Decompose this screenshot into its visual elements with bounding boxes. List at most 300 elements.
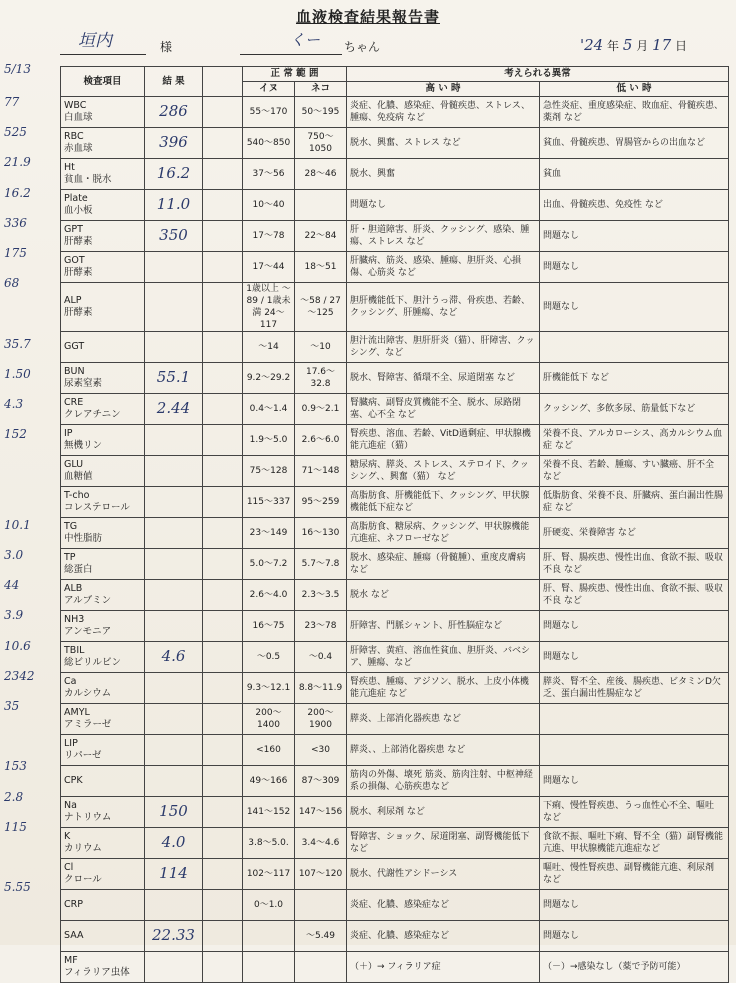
cell-low: 問題なし bbox=[540, 642, 729, 673]
cell-high: 脱水、興奮 bbox=[347, 159, 540, 190]
table-row bbox=[61, 580, 729, 611]
cell-item bbox=[61, 128, 145, 159]
cell-dog: 1.9～5.0 bbox=[243, 425, 295, 456]
table-row bbox=[61, 921, 729, 952]
cell-high: 肝・胆道障害、肝炎、クッシング、感染、腫瘍、ストレス など bbox=[347, 221, 540, 252]
cell-cat: <30 bbox=[295, 735, 347, 766]
cell-cat: 2.3～3.5 bbox=[295, 580, 347, 611]
cell-blank bbox=[203, 921, 243, 952]
previous-value: 5.55 bbox=[4, 880, 31, 895]
cell-dog: 17～44 bbox=[243, 252, 295, 283]
item-name: 総ビリルビン bbox=[64, 657, 122, 668]
cell-high: 肝障害、門脈シャント、肝性脳症など bbox=[347, 611, 540, 642]
item-name: 肝酵素 bbox=[64, 307, 93, 318]
cell-item bbox=[61, 797, 145, 828]
cell-low: 肝硬変、栄養障害 など bbox=[540, 518, 729, 549]
cell-result bbox=[145, 128, 203, 159]
item-name: 中性脂肪 bbox=[64, 533, 103, 544]
cell-item bbox=[61, 97, 145, 128]
cell-high: 炎症、化膿、感染症など bbox=[347, 921, 540, 952]
cell-item bbox=[61, 425, 145, 456]
header-row-1 bbox=[61, 67, 729, 82]
cell-result bbox=[145, 642, 203, 673]
cell-result bbox=[145, 952, 203, 983]
cell-high: 肝臓病、筋炎、感染、腫瘍、胆肝炎、心損傷、心筋炎 など bbox=[347, 252, 540, 283]
cell-result bbox=[145, 766, 203, 797]
cell-blank bbox=[203, 797, 243, 828]
cell-high: 脱水、利尿剤 など bbox=[347, 797, 540, 828]
pet-underline bbox=[240, 54, 342, 55]
header-low: 低 い 時 bbox=[540, 82, 729, 97]
result-value: 11.0 bbox=[156, 194, 191, 213]
cell-result bbox=[145, 221, 203, 252]
cell-result bbox=[145, 549, 203, 580]
cell-blank bbox=[203, 642, 243, 673]
table-row bbox=[61, 159, 729, 190]
cell-item bbox=[61, 642, 145, 673]
cell-low: 肝、腎、腸疾患、慢性出血、食欲不振、吸収不良 など bbox=[540, 580, 729, 611]
cell-cat: 5.7～7.8 bbox=[295, 549, 347, 580]
header-normal: 正 常 範 囲 bbox=[243, 67, 347, 82]
table-row bbox=[61, 518, 729, 549]
cell-high: 脱水、興奮、ストレス など bbox=[347, 128, 540, 159]
result-value: 22.33 bbox=[152, 925, 195, 944]
pet-name: くー bbox=[290, 31, 321, 49]
cell-dog: 540～850 bbox=[243, 128, 295, 159]
cell-item bbox=[61, 673, 145, 704]
previous-value: 16.2 bbox=[4, 185, 31, 200]
cell-result bbox=[145, 797, 203, 828]
cell-blank bbox=[203, 425, 243, 456]
cell-result bbox=[145, 735, 203, 766]
cell-high: 糖尿病、膵炎、ストレス、ステロイド、クッシング、、興奮（猫） など bbox=[347, 456, 540, 487]
previous-value: 3.0 bbox=[4, 548, 24, 562]
cell-result bbox=[145, 425, 203, 456]
table-row bbox=[61, 828, 729, 859]
item-name: 白血球 bbox=[64, 112, 93, 123]
cell-high: 膵炎、上部消化器疾患 など bbox=[347, 704, 540, 735]
cell-blank bbox=[203, 859, 243, 890]
cell-dog: 5.0～7.2 bbox=[243, 549, 295, 580]
cell-blank bbox=[203, 363, 243, 394]
cell-low bbox=[540, 332, 729, 363]
cell-high: 腎疾患、腫瘍、アジソン、脱水、上皮小体機能亢進症 など bbox=[347, 673, 540, 704]
item-name: 血糖値 bbox=[64, 471, 93, 482]
table-row bbox=[61, 952, 729, 983]
cell-item bbox=[61, 921, 145, 952]
cell-low: 下痢、慢性腎疾患、うっ血性心不全、嘔吐 など bbox=[540, 797, 729, 828]
cell-cat: ～10 bbox=[295, 332, 347, 363]
cell-low: 問題なし bbox=[540, 890, 729, 921]
cell-high: 高脂肪食、糖尿病、クッシング、甲状腺機能亢進症、ネフローゼなど bbox=[347, 518, 540, 549]
result-value: 16.2 bbox=[156, 163, 191, 182]
cell-dog: 0.4～1.4 bbox=[243, 394, 295, 425]
cell-low: 肝機能低下 など bbox=[540, 363, 729, 394]
cell-blank bbox=[203, 252, 243, 283]
item-name: クロール bbox=[64, 874, 102, 885]
cell-low: 膵炎、腎不全、産後、腸疾患、ビタミンD欠乏、蛋白漏出性腸症など bbox=[540, 673, 729, 704]
item-code: Plate bbox=[64, 193, 88, 204]
cell-high: 脱水、腎障害、循環不全、尿道閉塞 など bbox=[347, 363, 540, 394]
previous-value: 152 bbox=[4, 427, 27, 442]
date-day-label: 日 bbox=[675, 39, 688, 53]
cell-cat: 16～130 bbox=[295, 518, 347, 549]
cell-blank bbox=[203, 283, 243, 332]
cell-cat: 18～51 bbox=[295, 252, 347, 283]
cell-item bbox=[61, 859, 145, 890]
table-row bbox=[61, 221, 729, 252]
cell-blank bbox=[203, 952, 243, 983]
cell-dog: 75～128 bbox=[243, 456, 295, 487]
date-month: 5 bbox=[622, 36, 633, 54]
cell-blank bbox=[203, 704, 243, 735]
cell-dog: 16～75 bbox=[243, 611, 295, 642]
cell-blank bbox=[203, 97, 243, 128]
cell-blank bbox=[203, 735, 243, 766]
item-name: ナトリウム bbox=[64, 812, 112, 823]
cell-item bbox=[61, 735, 145, 766]
cell-item bbox=[61, 704, 145, 735]
cell-item bbox=[61, 890, 145, 921]
cell-blank bbox=[203, 221, 243, 252]
cell-dog: <160 bbox=[243, 735, 295, 766]
item-code: SAA bbox=[64, 930, 84, 941]
cell-result bbox=[145, 921, 203, 952]
cell-item bbox=[61, 828, 145, 859]
item-name: 尿素窒素 bbox=[64, 378, 103, 389]
date-year-label: 年 bbox=[607, 39, 620, 53]
item-code: ALB bbox=[64, 583, 83, 594]
cell-cat: 147～156 bbox=[295, 797, 347, 828]
item-name: 無機リン bbox=[64, 440, 103, 451]
cell-cat bbox=[295, 952, 347, 983]
cell-low: 急性炎症、重度感染症、敗血症、骨髄疾患、薬剤 など bbox=[540, 97, 729, 128]
item-code: AMYL bbox=[64, 707, 90, 718]
item-code: IP bbox=[64, 428, 73, 439]
cell-cat: 22～84 bbox=[295, 221, 347, 252]
table-row bbox=[61, 642, 729, 673]
table-row bbox=[61, 283, 729, 332]
cell-item bbox=[61, 611, 145, 642]
cell-blank bbox=[203, 611, 243, 642]
cell-result bbox=[145, 97, 203, 128]
cell-low: 嘔吐、慢性腎疾患、副腎機能亢進、利尿剤 など bbox=[540, 859, 729, 890]
cell-item bbox=[61, 159, 145, 190]
previous-value: 68 bbox=[4, 276, 20, 291]
item-code: GGT bbox=[64, 341, 85, 352]
chan-label: ちゃん bbox=[344, 40, 381, 54]
cell-low: 問題なし bbox=[540, 283, 729, 332]
cell-item bbox=[61, 580, 145, 611]
previous-value: 2342 bbox=[4, 668, 35, 683]
cell-blank bbox=[203, 128, 243, 159]
cell-blank bbox=[203, 766, 243, 797]
cell-high: 筋肉の外傷、壊死 筋炎、筋肉注射、中枢神経系の損傷、心筋疾患など bbox=[347, 766, 540, 797]
cell-low: 問題なし bbox=[540, 766, 729, 797]
cell-low: 問題なし bbox=[540, 921, 729, 952]
cell-cat: 71～148 bbox=[295, 456, 347, 487]
result-value: 4.0 bbox=[161, 832, 186, 851]
item-name: 肝酵素 bbox=[64, 267, 93, 278]
result-value: 350 bbox=[159, 225, 188, 244]
cell-cat: ～0.4 bbox=[295, 642, 347, 673]
table-row bbox=[61, 363, 729, 394]
cell-item bbox=[61, 190, 145, 221]
owner-underline bbox=[60, 54, 146, 55]
previous-value: 2.8 bbox=[4, 789, 24, 804]
cell-blank bbox=[203, 890, 243, 921]
cell-item bbox=[61, 394, 145, 425]
date-year: '24 bbox=[580, 36, 604, 54]
cell-result bbox=[145, 394, 203, 425]
cell-result bbox=[145, 673, 203, 704]
cell-cat: 750～1050 bbox=[295, 128, 347, 159]
cell-item bbox=[61, 549, 145, 580]
header-result: 結 果 bbox=[145, 67, 203, 97]
table-row bbox=[61, 766, 729, 797]
table-row bbox=[61, 190, 729, 221]
cell-dog: 17～78 bbox=[243, 221, 295, 252]
previous-value: 10.6 bbox=[4, 638, 31, 653]
cell-high: 腎障害、ショック、尿道閉塞、副腎機能低下 など bbox=[347, 828, 540, 859]
date-month-label: 月 bbox=[636, 39, 649, 53]
item-code: RBC bbox=[64, 131, 84, 142]
cell-blank bbox=[203, 456, 243, 487]
cell-result bbox=[145, 363, 203, 394]
cell-dog bbox=[243, 952, 295, 983]
cell-dog: 200～1400 bbox=[243, 704, 295, 735]
table-row bbox=[61, 859, 729, 890]
previous-value: 525 bbox=[4, 125, 27, 140]
cell-dog: ～14 bbox=[243, 332, 295, 363]
cell-item bbox=[61, 456, 145, 487]
item-code: TG bbox=[64, 521, 78, 532]
cell-item bbox=[61, 487, 145, 518]
cell-result bbox=[145, 611, 203, 642]
cell-dog: 115～337 bbox=[243, 487, 295, 518]
cell-cat: 17.6～32.8 bbox=[295, 363, 347, 394]
cell-low: 出血、骨髄疾患、免疫性 など bbox=[540, 190, 729, 221]
cell-dog: 55～170 bbox=[243, 97, 295, 128]
cell-high: 腎疾患、溶血、若齢、VitD過剰症、甲状腺機能亢進症（猫） bbox=[347, 425, 540, 456]
cell-low: 貧血 bbox=[540, 159, 729, 190]
cell-result bbox=[145, 859, 203, 890]
result-value: 4.6 bbox=[161, 646, 186, 665]
item-name: 肝酵素 bbox=[64, 236, 93, 247]
cell-cat bbox=[295, 890, 347, 921]
cell-low: クッシング、多飲多尿、筋量低下など bbox=[540, 394, 729, 425]
item-code: MF bbox=[64, 955, 78, 966]
cell-blank bbox=[203, 190, 243, 221]
item-code: GPT bbox=[64, 224, 83, 235]
cell-cat: 2.6～6.0 bbox=[295, 425, 347, 456]
item-name: カルシウム bbox=[64, 688, 112, 699]
item-code: Ca bbox=[64, 676, 77, 687]
cell-dog: ～0.5 bbox=[243, 642, 295, 673]
header-high: 高 い 時 bbox=[347, 82, 540, 97]
previous-value: 44 bbox=[4, 578, 20, 593]
previous-value: 4.3 bbox=[4, 397, 24, 411]
cell-result bbox=[145, 704, 203, 735]
previous-value: 21.9 bbox=[4, 155, 31, 170]
cell-low: 栄養不良、若齢、腫瘍、すい臓癌、肝不全 など bbox=[540, 456, 729, 487]
item-name: カリウム bbox=[64, 843, 102, 854]
cell-low: 低脂肪食、栄養不良、肝臓病、蛋白漏出性腸症 など bbox=[540, 487, 729, 518]
cell-item bbox=[61, 283, 145, 332]
item-name: アミラーゼ bbox=[64, 719, 112, 730]
table-row bbox=[61, 611, 729, 642]
item-code: GLU bbox=[64, 459, 84, 470]
cell-dog: 9.3～12.1 bbox=[243, 673, 295, 704]
cell-blank bbox=[203, 828, 243, 859]
previous-value: 35 bbox=[4, 699, 20, 713]
item-code: T-cho bbox=[64, 490, 90, 501]
table-row bbox=[61, 252, 729, 283]
cell-dog: 3.8～5.0. bbox=[243, 828, 295, 859]
item-code: Na bbox=[64, 800, 77, 811]
header-considered: 考えられる異常 bbox=[347, 67, 729, 82]
table-row bbox=[61, 735, 729, 766]
cell-cat: ～5.49 bbox=[295, 921, 347, 952]
cell-high: 胆肝機能低下、胆汁うっ滞、骨疾患、若齢、クッシング、肝腫瘍、など bbox=[347, 283, 540, 332]
cell-cat: 95～259 bbox=[295, 487, 347, 518]
cell-cat: ～58 / 27～125 bbox=[295, 283, 347, 332]
table-row bbox=[61, 673, 729, 704]
item-name: クレアチニン bbox=[64, 409, 121, 420]
cell-result bbox=[145, 159, 203, 190]
previous-value: 115 bbox=[4, 819, 27, 834]
cell-result bbox=[145, 190, 203, 221]
cell-high: 炎症、化膿、感染症、骨髄疾患、ストレス、腫瘍、免疫病 など bbox=[347, 97, 540, 128]
item-code: CRP bbox=[64, 899, 83, 910]
item-name: 総蛋白 bbox=[64, 564, 93, 575]
previous-value: 1.50 bbox=[4, 366, 31, 381]
table-row bbox=[61, 456, 729, 487]
previous-value: 3.9 bbox=[4, 608, 24, 623]
cell-high: 膵炎、、上部消化器疾患 など bbox=[347, 735, 540, 766]
cell-low: （－）→感染なし（薬で予防可能） bbox=[540, 952, 729, 983]
sama-label: 様 bbox=[160, 40, 173, 54]
item-name: アルブミン bbox=[64, 595, 112, 606]
previous-value: 77 bbox=[4, 95, 20, 109]
cell-blank bbox=[203, 580, 243, 611]
item-code: NH3 bbox=[64, 614, 85, 625]
cell-cat bbox=[295, 190, 347, 221]
cell-result bbox=[145, 487, 203, 518]
previous-value: 175 bbox=[4, 246, 27, 260]
cell-high: 腎臓病、副腎皮質機能不全、脱水、尿路閉塞、心不全 など bbox=[347, 394, 540, 425]
cell-result bbox=[145, 580, 203, 611]
cell-result bbox=[145, 456, 203, 487]
cell-high: 炎症、化膿、感染症など bbox=[347, 890, 540, 921]
item-name: コレステロール bbox=[64, 502, 130, 513]
cell-high: 脱水 など bbox=[347, 580, 540, 611]
cell-item bbox=[61, 332, 145, 363]
cell-dog: 49～166 bbox=[243, 766, 295, 797]
cell-high: 脱水、代謝性アシドーシス bbox=[347, 859, 540, 890]
item-name: 貧血・脱水 bbox=[64, 174, 112, 185]
cell-blank bbox=[203, 394, 243, 425]
item-code: Ht bbox=[64, 162, 75, 173]
cell-result bbox=[145, 332, 203, 363]
cell-low: 問題なし bbox=[540, 611, 729, 642]
table-row bbox=[61, 487, 729, 518]
item-code: GOT bbox=[64, 255, 85, 266]
cell-high: 問題なし bbox=[347, 190, 540, 221]
cell-low bbox=[540, 704, 729, 735]
item-code: BUN bbox=[64, 366, 85, 377]
table-row bbox=[61, 704, 729, 735]
cell-result bbox=[145, 828, 203, 859]
cell-cat: 23～78 bbox=[295, 611, 347, 642]
cell-result bbox=[145, 890, 203, 921]
results-table bbox=[60, 66, 729, 983]
cell-low: 栄養不良、アルカローシス、高カルシウム血症 など bbox=[540, 425, 729, 456]
report-title: 血液検査結果報告書 bbox=[295, 8, 440, 26]
result-value: 55.1 bbox=[156, 367, 191, 386]
table-row bbox=[61, 797, 729, 828]
cell-dog bbox=[243, 921, 295, 952]
report-date bbox=[580, 36, 687, 54]
result-value: 396 bbox=[159, 132, 188, 151]
previous-value: 10.1 bbox=[4, 517, 31, 532]
cell-low: 肝、腎、腸疾患、慢性出血、食欲不振、吸収不良 など bbox=[540, 549, 729, 580]
item-code: TBIL bbox=[64, 645, 85, 656]
table-row bbox=[61, 394, 729, 425]
cell-cat: 107～120 bbox=[295, 859, 347, 890]
result-value: 150 bbox=[159, 801, 188, 820]
table-row bbox=[61, 425, 729, 456]
cell-cat: 0.9～2.1 bbox=[295, 394, 347, 425]
cell-blank bbox=[203, 159, 243, 190]
cell-item bbox=[61, 952, 145, 983]
cell-blank bbox=[203, 518, 243, 549]
cell-dog: 1歳以上 ～89 / 1歳未満 24～117 bbox=[243, 283, 295, 332]
cell-item bbox=[61, 221, 145, 252]
cell-high: （＋）→ フィラリア症 bbox=[347, 952, 540, 983]
item-name: リパーゼ bbox=[64, 750, 102, 761]
cell-item bbox=[61, 252, 145, 283]
cell-high: 胆汁流出障害、胆肝肝炎（猫）、肝障害、クッシング、など bbox=[347, 332, 540, 363]
item-code: Cl bbox=[64, 862, 74, 873]
previous-value: 336 bbox=[4, 215, 27, 230]
cell-blank bbox=[203, 487, 243, 518]
item-name: フィラリア虫体 bbox=[64, 967, 130, 978]
cell-result bbox=[145, 252, 203, 283]
item-code: K bbox=[64, 831, 71, 842]
cell-high: 高脂肪食、肝機能低下、クッシング、甲状腺機能低下症など bbox=[347, 487, 540, 518]
item-code: CPK bbox=[64, 775, 83, 786]
margin-date: 5/13 bbox=[4, 62, 31, 76]
cell-item bbox=[61, 518, 145, 549]
table-row bbox=[61, 549, 729, 580]
cell-blank bbox=[203, 549, 243, 580]
cell-blank bbox=[203, 332, 243, 363]
result-value: 2.44 bbox=[156, 398, 191, 417]
result-value: 114 bbox=[159, 863, 188, 882]
owner-name: 垣内 bbox=[78, 31, 112, 51]
header-item: 検査項目 bbox=[61, 67, 145, 97]
table-row bbox=[61, 128, 729, 159]
cell-low: 貧血、骨髄疾患、胃腸管からの出血など bbox=[540, 128, 729, 159]
item-code: ALP bbox=[64, 295, 82, 306]
cell-dog: 9.2～29.2 bbox=[243, 363, 295, 394]
cell-cat: 200～1900 bbox=[295, 704, 347, 735]
item-name: 赤血球 bbox=[64, 143, 93, 154]
header-blank bbox=[203, 67, 243, 97]
cell-cat: 28～46 bbox=[295, 159, 347, 190]
cell-dog: 10～40 bbox=[243, 190, 295, 221]
